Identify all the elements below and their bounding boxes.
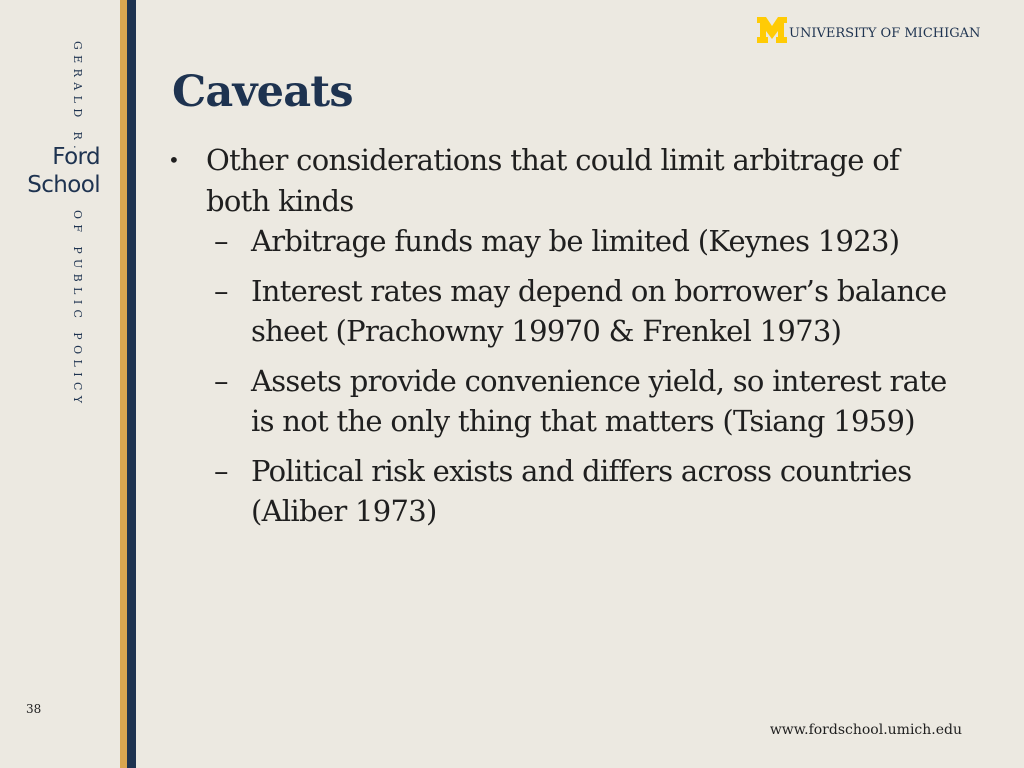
ford-school-logo [0,0,120,409]
page-number: 38 [26,702,42,716]
dash-marker: – [214,363,228,398]
slide-title: Caveats [172,67,353,117]
sub-bullet-list [166,221,966,532]
bullet-text: Other considerations that could limit arbitrage of both kinds [206,143,899,218]
bullet-list [166,140,966,221]
sub-bullet-text: Assets provide convenience yield, so interest rate is not the only thing that matters (Tsiang 1959) [251,363,947,438]
dash-marker: – [214,273,228,308]
side-divider-navy [127,0,136,768]
block-m-icon [757,17,787,43]
university-of-michigan-text: UNIVERSITY OF MICHIGAN [789,26,981,41]
university-of-michigan-logo [757,17,980,43]
sub-bullet-item [166,271,956,352]
sub-bullet-text: Interest rates may depend on borrower’s balance sheet (Prachowny 19970 & Frenkel 1973) [251,273,947,348]
bullet-item [166,140,951,221]
sub-bullet-text: Political risk exists and differs across countries (Aliber 1973) [251,453,912,528]
footer-url: www.fordschool.umich.edu [769,722,962,738]
logo-text-school: School [27,172,100,198]
dash-marker: – [214,224,228,258]
logo-text-gerald-r: GERALD R. [71,41,84,155]
slide-content [166,140,966,541]
sub-bullet-text: Arbitrage funds may be limited (Keynes 1923) [251,224,900,258]
bullet-marker: • [168,148,180,172]
sub-bullet-item [166,361,956,442]
logo-text-ford: Ford [52,144,100,170]
sub-bullet-item [166,451,956,532]
dash-marker: – [214,453,228,488]
sub-bullet-item [166,221,956,262]
side-divider-gold [120,0,127,768]
logo-text-of-public-policy: OF PUBLIC POLICY [71,210,84,409]
